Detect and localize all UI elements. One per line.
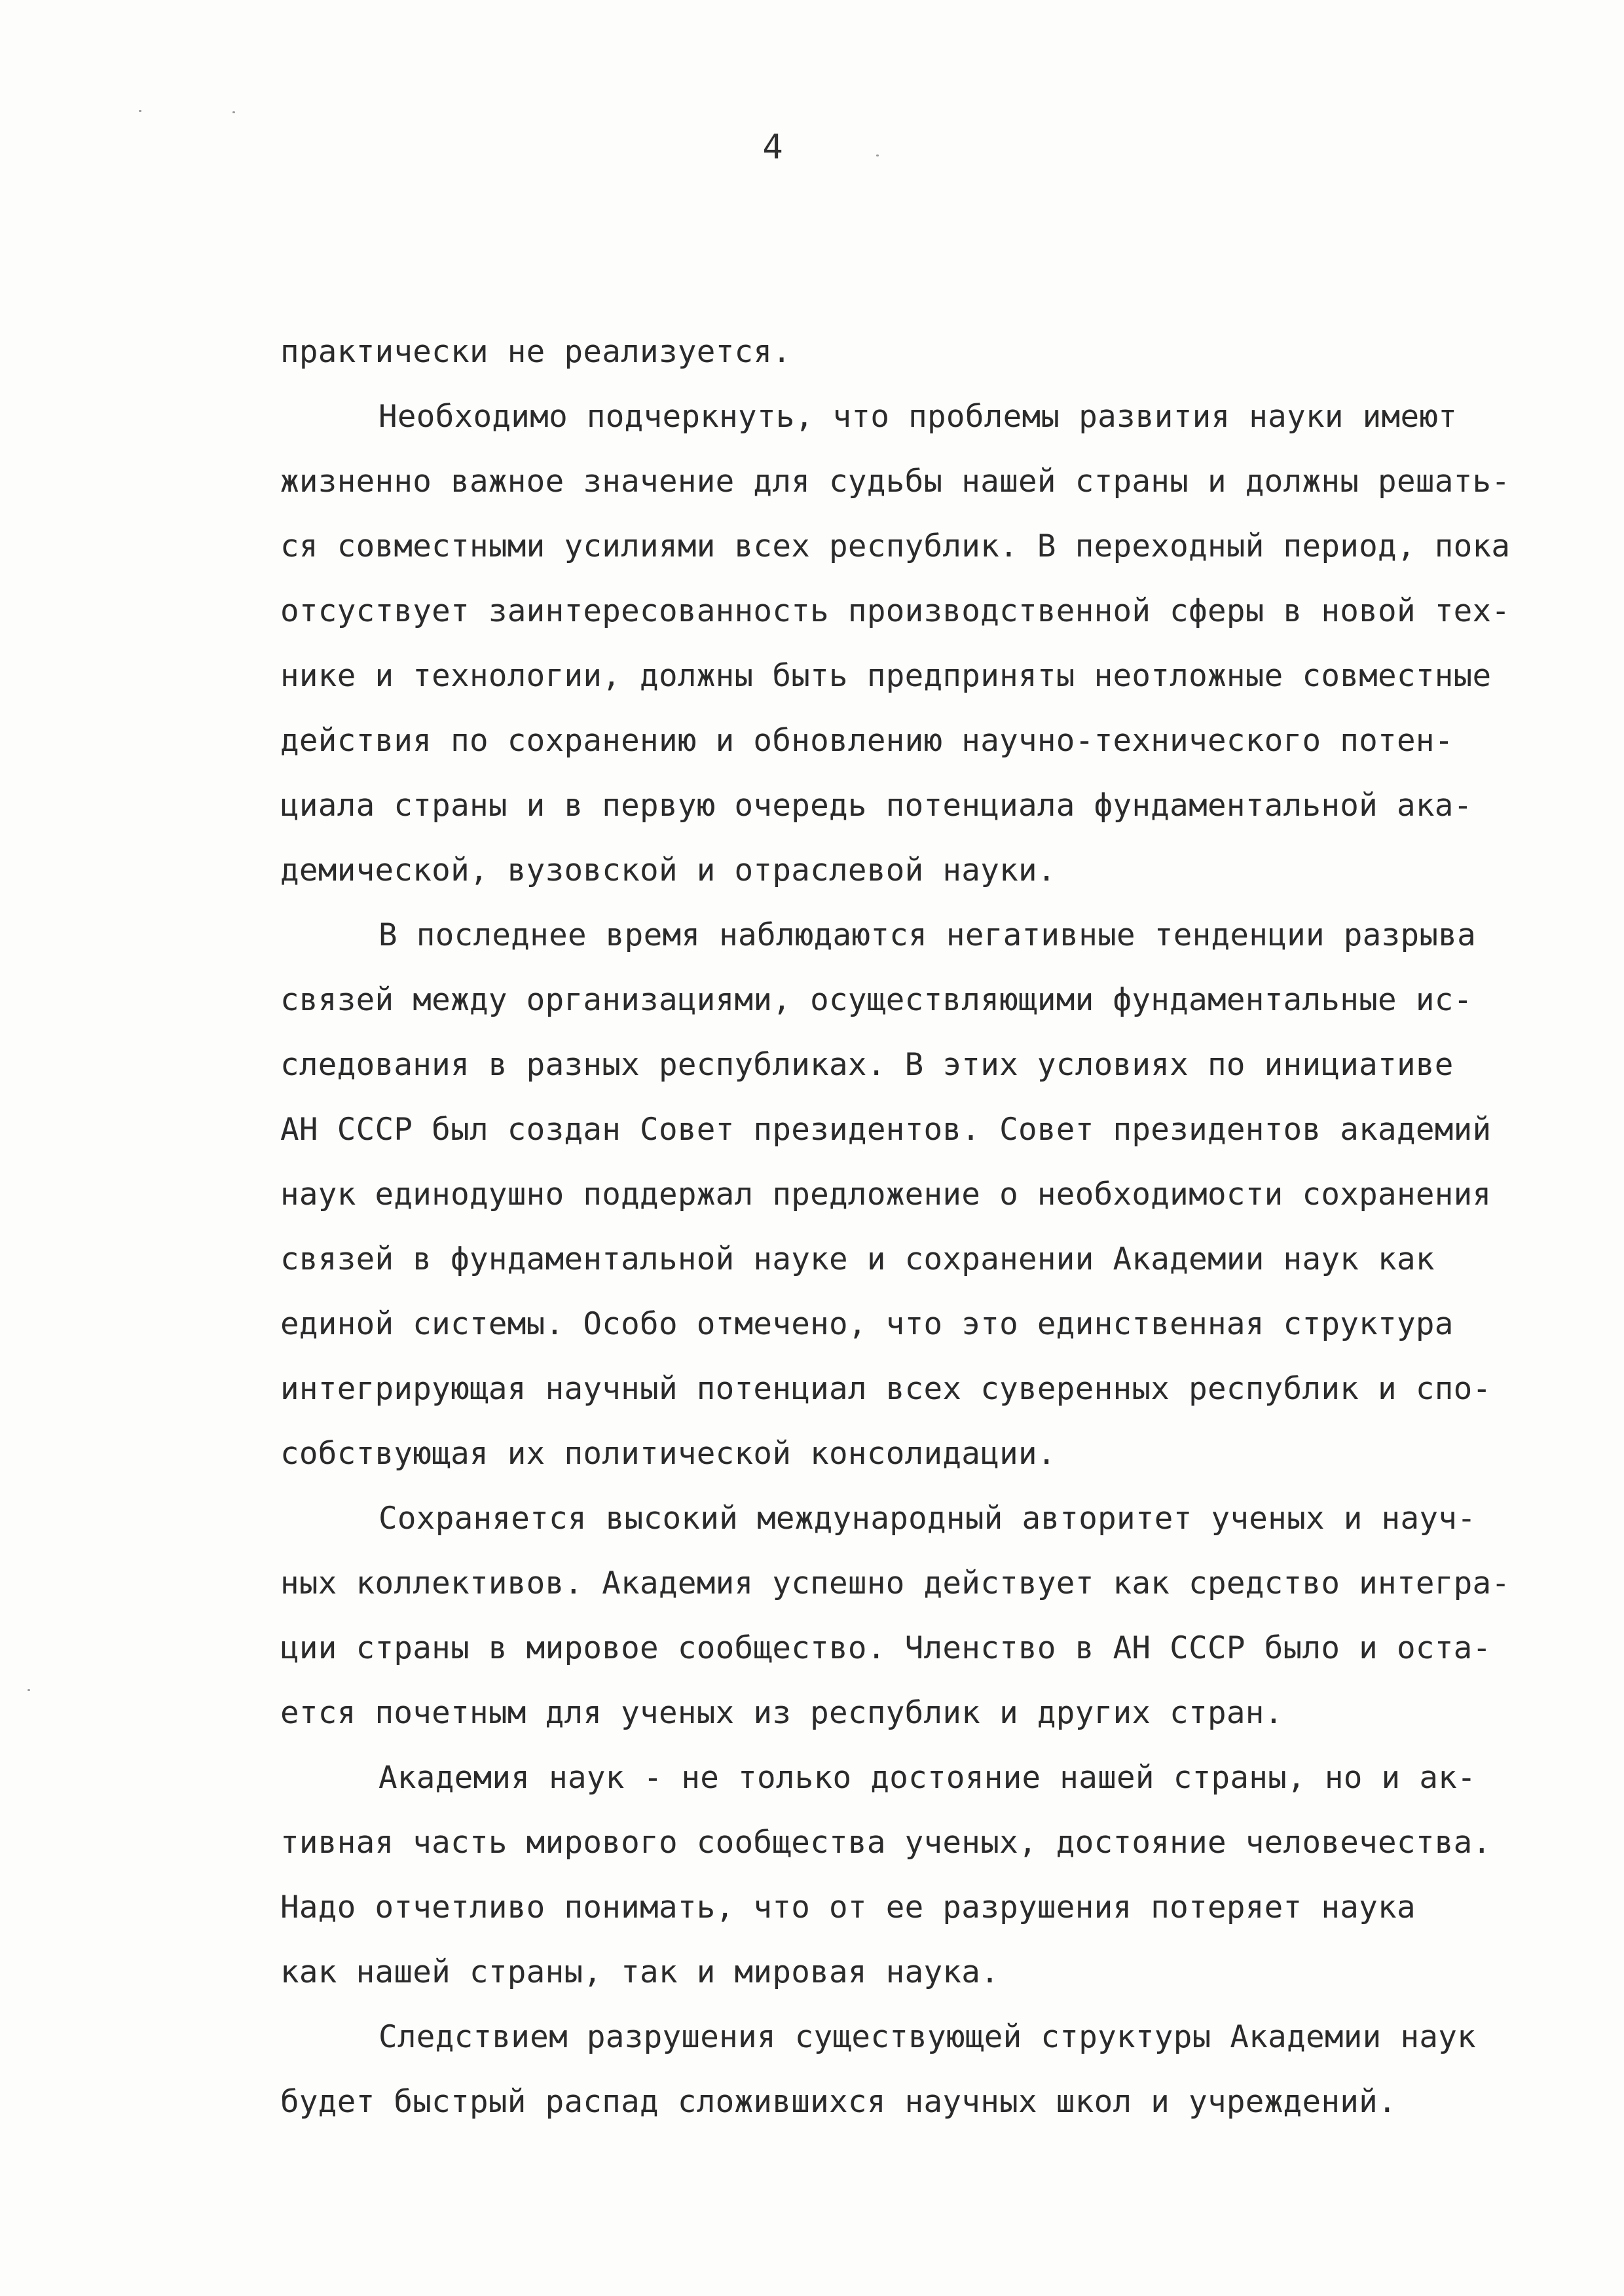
text-line: наук единодушно поддержал предложение о необходимости сохранения xyxy=(280,1176,1492,1212)
paper-speck xyxy=(28,1689,30,1691)
text-line: тивная часть мирового сообщества ученых, достояние человечества. xyxy=(280,1825,1492,1861)
text-line: отсуствует заинтересованность производственной сферы в новой тех- xyxy=(280,593,1511,629)
text-line: ется почетным для ученых из республик и других стран. xyxy=(280,1695,1283,1731)
text-line: ся совместными усилиями всех республик. В переходный период, пока xyxy=(280,528,1511,564)
text-line: следования в разных республиках. В этих условиях по инициативе xyxy=(280,1047,1454,1083)
text-line: единой системы. Особо отмечено, что это единственная структура xyxy=(280,1306,1454,1342)
paragraph-start-line: Следствием разрушения существующей структуры Академии наук xyxy=(378,2019,1477,2055)
text-line: жизненно важное значение для судьбы нашей страны и должны решать- xyxy=(280,464,1511,500)
text-line: интегрирующая научный потенциал всех суверенных республик и спо- xyxy=(280,1371,1492,1407)
paragraph-start-line: В последнее время наблюдаются негативные тенденции разрыва xyxy=(378,917,1477,953)
text-line: демической, вузовской и отраслевой науки. xyxy=(280,852,1056,888)
paper-speck xyxy=(876,155,879,156)
text-line: ции страны в мировое сообщество. Членство в АН СССР было и оста- xyxy=(280,1630,1492,1666)
text-line: Надо отчетливо понимать, что от ее разрушения потеряет наука xyxy=(280,1889,1416,1925)
paragraph-start-line: Сохраняется высокий международный авторитет ученых и науч- xyxy=(378,1501,1477,1537)
text-line: собствующая их политической консолидации. xyxy=(280,1436,1056,1472)
body-text xyxy=(280,319,1590,2134)
paragraph-start-line: Необходимо подчеркнуть, что проблемы развития науки имеют xyxy=(378,399,1458,435)
text-line: как нашей страны, так и мировая наука. xyxy=(280,1954,1000,1990)
text-line: АН СССР был создан Совет президентов. Совет президентов академий xyxy=(280,1112,1492,1148)
paper-speck xyxy=(139,110,141,112)
text-line: действия по сохранению и обновлению научно-технического потен- xyxy=(280,723,1454,759)
paper-speck xyxy=(232,111,235,113)
text-line: связей в фундаментальной науке и сохранении Академии наук как xyxy=(280,1241,1435,1277)
text-line: практически не реализуется. xyxy=(280,334,792,370)
page-number: 4 xyxy=(762,128,783,167)
paragraph-start-line: Академия наук - не только достояние нашей страны, но и ак- xyxy=(378,1760,1477,1796)
text-line: будет быстрый распад сложившихся научных школ и учреждений. xyxy=(280,2084,1397,2120)
text-line: связей между организациями, осуществляющими фундаментальные ис- xyxy=(280,982,1473,1018)
text-line: циала страны и в первую очередь потенциала фундаментальной ака- xyxy=(280,788,1473,824)
text-line: ных коллективов. Академия успешно действует как средство интегра- xyxy=(280,1565,1511,1601)
text-line: нике и технологии, должны быть предприняты неотложные совместные xyxy=(280,658,1492,694)
